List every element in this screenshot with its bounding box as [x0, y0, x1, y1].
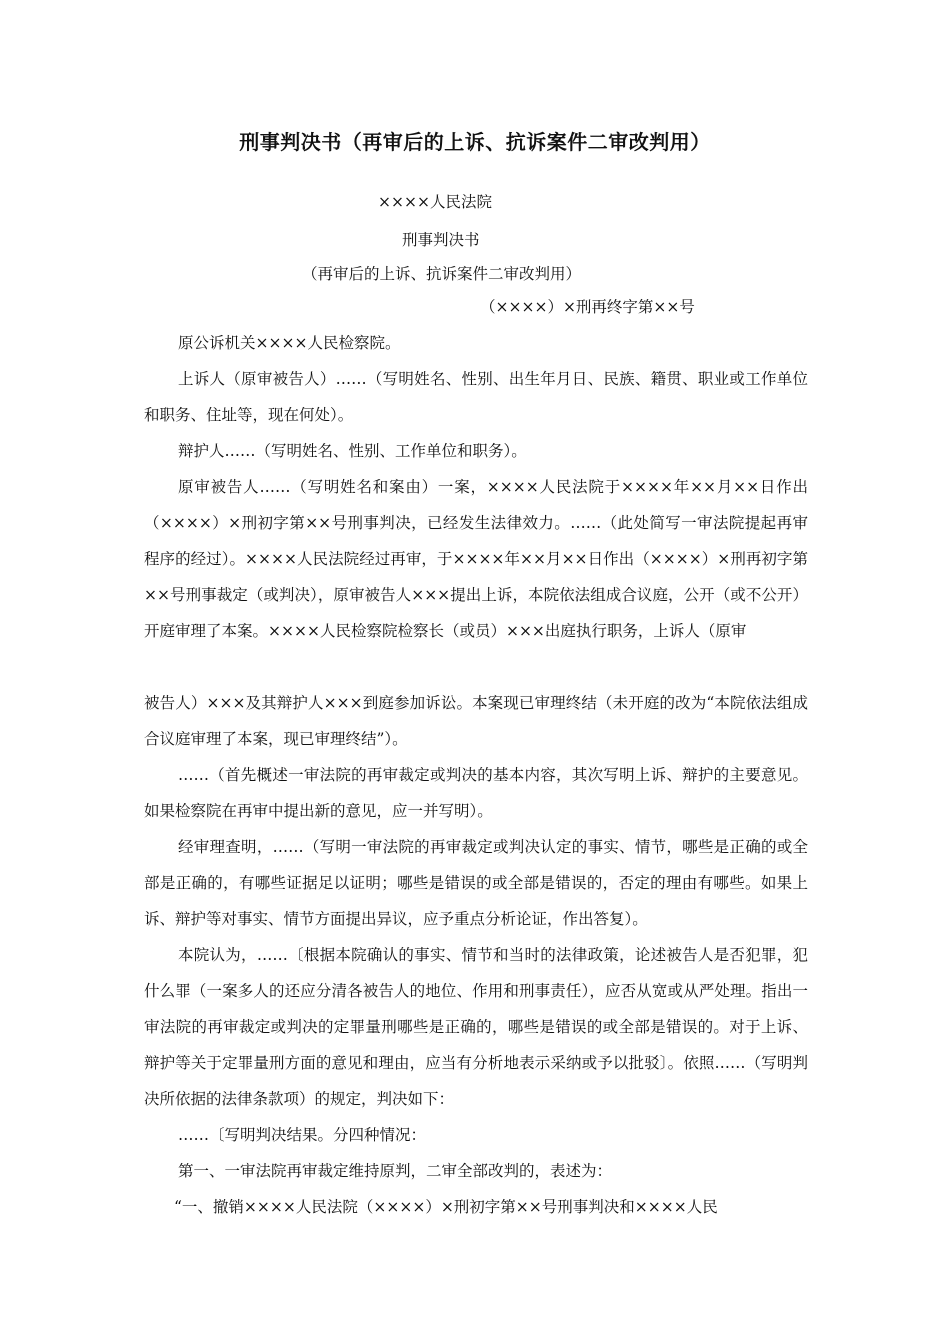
paragraph-judgment-result: ……〔写明判决结果。分四种情况：: [178, 1126, 427, 1144]
paragraph-appellant: 上诉人（原审被告人）……（写明姓名、性别、出生年月日、民族、籍贯、职业或工作单位和职务、住址等，现在何处）。: [144, 370, 808, 424]
paragraph-court-opinion: 本院认为，……〔根据本院确认的事实、情节和当时的法律政策，论述被告人是否犯罪，犯什么罪（一案多人的还应分清各被告人的地位、作用和刑事责任），应否从宽或从严处理。指出一审法院的再审裁定或判决的定罪量刑哪些是正确的，哪些是错误的或全部是错误的。对于上诉、辩护等关于定罪量刑方面的意见和理由，应当有分析地表示采纳或予以批驳〕。依照……（写明判决所依据的法律条款项）的规定，判决如下：: [144, 946, 808, 1108]
document-subtitle: （再审后的上诉、抗诉案件二审改判用）: [302, 265, 582, 283]
paragraph-quote-item-one: “一、撤销××××人民法院（××××）×刑初字第××号刑事判决和××××人民: [174, 1198, 718, 1216]
document-title: 刑事判决书（再审后的上诉、抗诉案件二审改判用）: [239, 130, 711, 154]
paragraph-defender: 辩护人……（写明姓名、性别、工作单位和职务）。: [178, 442, 527, 460]
paragraph-summary: ……（首先概述一审法院的再审裁定或判决的基本内容，其次写明上诉、辩护的主要意见。如果检察院在再审中提出新的意见，应一并写明）。: [144, 766, 808, 820]
document-type: 刑事判决书: [402, 231, 480, 249]
court-name: ××××人民法院: [378, 193, 492, 211]
paragraph-case-one: 第一、一审法院再审裁定维持原判，二审全部改判的，表述为：: [178, 1162, 613, 1180]
paragraph-case-history: 原审被告人……（写明姓名和案由）一案，××××人民法院于××××年××月××日作出（××××）×刑初字第××号刑事判决，已经发生法律效力。……（此处简写一审法院提起再审程序的经过）。××××人民法院经过再审，于××××年××月××日作出（××××）×刑再初字第××号刑事裁定（或判决），原审被告人×××提出上诉，本院依法组成合议庭，公开（或不公开）开庭审理了本案。××××人民检察院检察长（或员）×××出庭执行职务，上诉人（原审: [144, 478, 808, 640]
paragraph-prosecutor: 原公诉机关××××人民检察院。: [178, 334, 401, 352]
paragraph-findings: 经审理查明，……（写明一审法院的再审裁定或判决认定的事实、情节，哪些是正确的或全部是正确的，有哪些证据足以证明；哪些是错误的或全部是错误的，否定的理由有哪些。如果上诉、辩护等对事实、情节方面提出异议，应予重点分析论证，作出答复）。: [144, 838, 808, 928]
case-number: （××××）×刑再终字第××号: [480, 298, 695, 316]
paragraph-case-history-continued: 被告人）×××及其辩护人×××到庭参加诉讼。本案现已审理终结（未开庭的改为“本院依法组成合议庭审理了本案，现已审理终结”）。: [144, 694, 808, 748]
